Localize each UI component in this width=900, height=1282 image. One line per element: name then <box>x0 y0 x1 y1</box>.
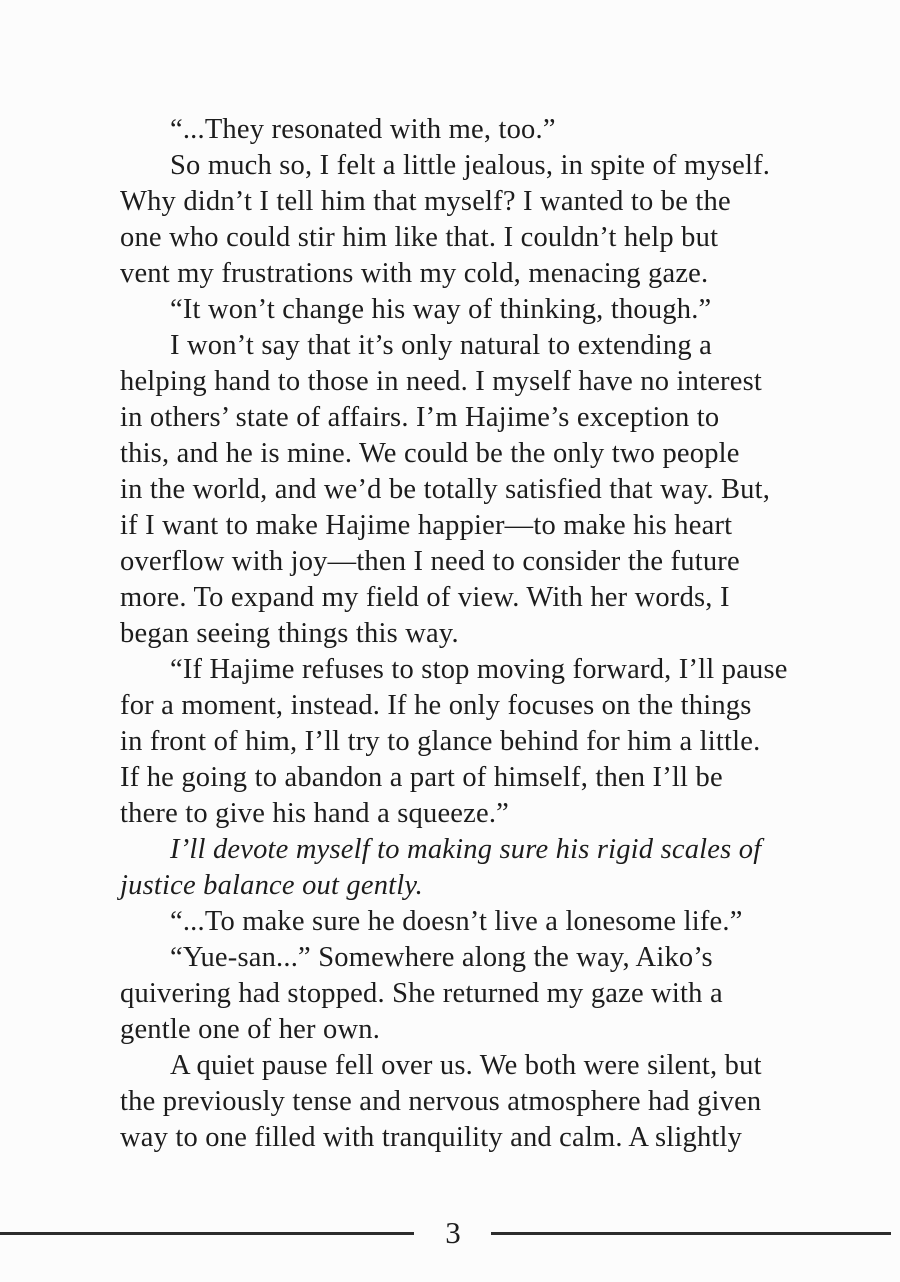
text-line: way to one filled with tranquility and calm. A slightly <box>120 1122 743 1153</box>
text-line: more. To expand my field of view. With her words, I <box>120 582 730 613</box>
page-text <box>120 112 810 1156</box>
text-line: began seeing things this way. <box>120 618 459 649</box>
text-line: “If Hajime refuses to stop moving forward, I’ll pause <box>170 654 788 685</box>
text-line: the previously tense and nervous atmosphere had given <box>120 1086 762 1117</box>
text-line: A quiet pause fell over us. We both were silent, but <box>170 1050 762 1081</box>
text-line: gentle one of her own. <box>120 1014 381 1045</box>
text-line: there to give his hand a squeeze.” <box>120 798 510 829</box>
text-line: overflow with joy—then I need to consider the future <box>120 546 740 577</box>
text-line: vent my frustrations with my cold, menacing gaze. <box>120 258 709 289</box>
text-line: in front of him, I’ll try to glance behind for him a little. <box>120 726 761 757</box>
text-line: If he going to abandon a part of himself, then I’ll be <box>120 762 723 793</box>
text-line: Why didn’t I tell him that myself? I wanted to be the <box>120 186 731 217</box>
text-line-italic: I’ll devote myself to making sure his rigid scales of <box>170 834 762 865</box>
text-line: I won’t say that it’s only natural to extending a <box>170 330 712 361</box>
text-line: “It won’t change his way of thinking, though.” <box>170 294 712 325</box>
footer-rule-left <box>0 1232 414 1235</box>
text-line: in the world, and we’d be totally satisfied that way. But, <box>120 474 771 505</box>
text-line-italic: justice balance out gently. <box>120 870 423 901</box>
text-line: “Yue-san...” Somewhere along the way, Aiko’s <box>170 942 713 973</box>
text-line: “...To make sure he doesn’t live a lonesome life.” <box>170 906 743 937</box>
text-line: for a moment, instead. If he only focuses on the things <box>120 690 752 721</box>
text-line: “...They resonated with me, too.” <box>170 114 556 145</box>
text-line: So much so, I felt a little jealous, in spite of myself. <box>170 150 771 181</box>
text-line: if I want to make Hajime happier—to make his heart <box>120 510 733 541</box>
text-line: quivering had stopped. She returned my gaze with a <box>120 978 723 1009</box>
page-number: 3 <box>445 1215 461 1250</box>
text-line: helping hand to those in need. I myself have no interest <box>120 366 762 397</box>
text-line: one who could stir him like that. I couldn’t help but <box>120 222 719 253</box>
footer-rule-right <box>491 1232 891 1235</box>
text-line: this, and he is mine. We could be the only two people <box>120 438 740 469</box>
text-line: in others’ state of affairs. I’m Hajime’s exception to <box>120 402 720 433</box>
